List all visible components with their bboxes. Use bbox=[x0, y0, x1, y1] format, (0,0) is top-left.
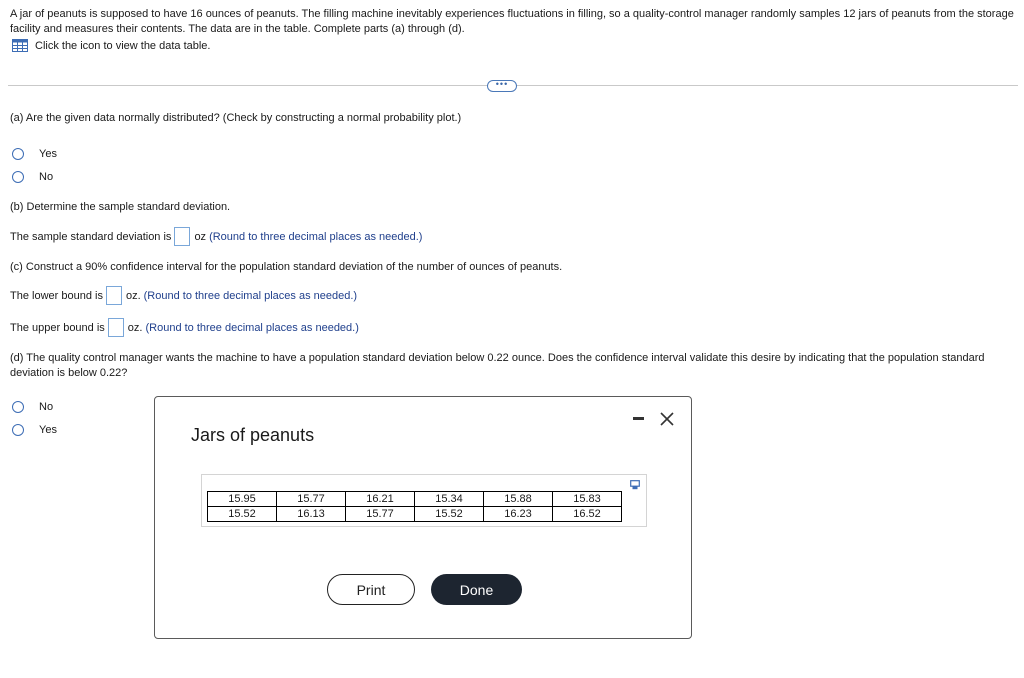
copy-icon[interactable] bbox=[630, 480, 640, 490]
part-b-question: (b) Determine the sample standard deviation. bbox=[10, 201, 231, 213]
part-a-option-no[interactable] bbox=[12, 171, 53, 183]
part-c-lower-line bbox=[10, 286, 357, 305]
table-cell: 16.21 bbox=[346, 492, 415, 507]
part-a-option-yes[interactable] bbox=[12, 148, 57, 160]
unit-label: oz bbox=[194, 230, 207, 243]
option-label: Yes bbox=[39, 424, 57, 436]
unit-label: oz. bbox=[125, 289, 141, 302]
part-b-answer-line bbox=[10, 227, 422, 246]
print-button[interactable]: Print bbox=[327, 574, 415, 605]
radio-button[interactable] bbox=[12, 424, 24, 436]
dialog-title: Jars of peanuts bbox=[191, 425, 315, 445]
rounding-hint: (Round to three decimal places as needed.) bbox=[145, 321, 359, 334]
table-icon[interactable] bbox=[12, 39, 28, 52]
problem-intro: A jar of peanuts is supposed to have 16 ounces of peanuts. The filling machine inevitably experiences fluctuations in filling, so a quality-control manager randomly samples 12 jars of peanuts from the storage facility and measures their contents. The data are in the table. Complete parts (a) through (d). bbox=[10, 8, 1014, 35]
lower-bound-input[interactable] bbox=[106, 286, 122, 305]
table-cell: 15.77 bbox=[346, 507, 415, 522]
table-cell: 15.52 bbox=[208, 507, 277, 522]
upper-bound-input[interactable] bbox=[108, 318, 124, 337]
option-label: No bbox=[39, 401, 54, 413]
table-cell: 15.95 bbox=[208, 492, 277, 507]
table-cell: 15.77 bbox=[277, 492, 346, 507]
radio-button[interactable] bbox=[12, 401, 24, 413]
view-data-table-link[interactable] bbox=[12, 39, 210, 52]
unit-label: oz. bbox=[127, 321, 143, 334]
radio-button[interactable] bbox=[12, 171, 24, 183]
done-button[interactable]: Done bbox=[431, 574, 522, 605]
part-c-question: (c) Construct a 90% confidence interval for the population standard deviation of the number of ounces of peanuts. bbox=[10, 261, 563, 273]
part-a-question: (a) Are the given data normally distributed? (Check by constructing a normal probability plot.) bbox=[10, 112, 462, 124]
table-link-label[interactable]: Click the icon to view the data table. bbox=[35, 39, 211, 52]
part-c-upper-line bbox=[10, 318, 359, 337]
table-cell: 16.52 bbox=[553, 507, 622, 522]
part-d-option-yes[interactable] bbox=[12, 424, 57, 436]
part-d-option-no[interactable] bbox=[12, 401, 53, 413]
table-cell: 16.23 bbox=[484, 507, 553, 522]
std-dev-prefix: The sample standard deviation is bbox=[10, 230, 172, 243]
minimize-icon[interactable] bbox=[633, 417, 644, 420]
expand-more-button[interactable]: ••• bbox=[487, 80, 517, 92]
table-cell: 15.88 bbox=[484, 492, 553, 507]
option-label: Yes bbox=[39, 148, 57, 160]
table-cell: 15.52 bbox=[415, 507, 484, 522]
radio-button[interactable] bbox=[12, 148, 24, 160]
close-icon[interactable] bbox=[659, 411, 675, 427]
rounding-hint: (Round to three decimal places as needed.) bbox=[209, 230, 423, 243]
table-row bbox=[208, 507, 622, 522]
option-label: No bbox=[39, 171, 54, 183]
part-d-question: (d) The quality control manager wants the machine to have a population standard deviation below 0.22 ounce. Does the confidence interval validate this desire by indicating that the population standard deviation is below 0.22? bbox=[10, 352, 985, 379]
data-panel bbox=[201, 474, 647, 527]
table-cell: 16.13 bbox=[277, 507, 346, 522]
table-cell: 15.34 bbox=[415, 492, 484, 507]
sample-std-dev-input[interactable] bbox=[174, 227, 190, 246]
rounding-hint: (Round to three decimal places as needed.) bbox=[143, 289, 358, 302]
table-cell: 15.83 bbox=[553, 492, 622, 507]
table-row bbox=[208, 492, 622, 507]
upper-bound-prefix: The upper bound is bbox=[10, 321, 105, 334]
lower-bound-prefix: The lower bound is bbox=[10, 289, 103, 302]
jars-data-table bbox=[207, 491, 622, 522]
data-table-dialog bbox=[154, 396, 692, 639]
